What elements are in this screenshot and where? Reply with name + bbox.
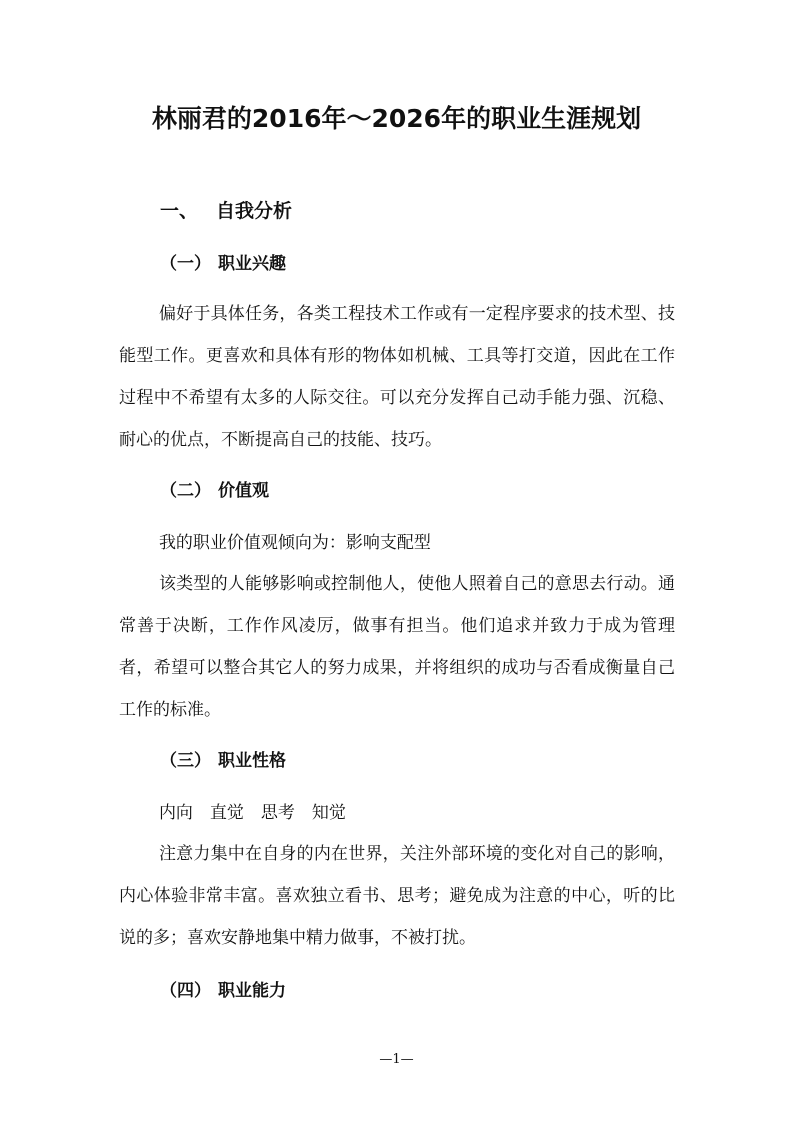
section-number: 一、: [160, 200, 199, 222]
values-paragraph: 该类型的人能够影响或控制他人，使他人照着自己的意思去行动。通常善于决断，工作作风凌厉，做事有担当。他们追求并致力于成为管理者，希望可以整合其它人的努力成果，并将组织的成功与否看成衡量自己工作的标准。: [119, 574, 675, 720]
subsection-number: （三）: [160, 751, 211, 771]
subsection-title: 职业能力: [218, 981, 286, 1001]
subsection-heading-values: [160, 477, 269, 505]
subsection-number: （一）: [160, 254, 211, 274]
subsection-title: 职业兴趣: [218, 254, 286, 274]
personality-paragraph: 注意力集中在自身的内在世界，关注外部环境的变化对自己的影响，内心体验非常丰富。喜欢独立看书、思考；避免成为注意的中心，听的比说的多；喜欢安静地集中精力做事，不被打扰。: [119, 844, 675, 948]
subsection-heading-personality: [160, 747, 286, 775]
section-heading-self-analysis: [160, 196, 292, 226]
subsection-number: （二）: [160, 481, 211, 501]
subsection-heading-interest: [160, 250, 286, 278]
values-tendency-line: 我的职业价值观倾向为：影响支配型: [158, 533, 431, 553]
subsection-number: （四）: [160, 981, 211, 1001]
section-title: 自我分析: [216, 200, 293, 222]
personality-traits-line: 内向 直觉 思考 知觉: [158, 803, 346, 823]
interest-paragraph: 偏好于具体任务，各类工程技术工作或有一定程序要求的技术型、技能型工作。更喜欢和具体有形的物体如机械、工具等打交道，因此在工作过程中不希望有太多的人际交往。可以充分发挥自己动手能力强、沉稳、耐心的优点，不断提高自己的技能、技巧。: [119, 304, 675, 450]
subsection-heading-ability: [160, 977, 286, 1005]
subsection-title: 职业性格: [218, 751, 286, 771]
subsection-title: 价值观: [218, 481, 269, 501]
document-title: 林丽君的2016年～2026年的职业生涯规划: [151, 104, 642, 133]
page-number: —1—: [379, 1052, 414, 1067]
